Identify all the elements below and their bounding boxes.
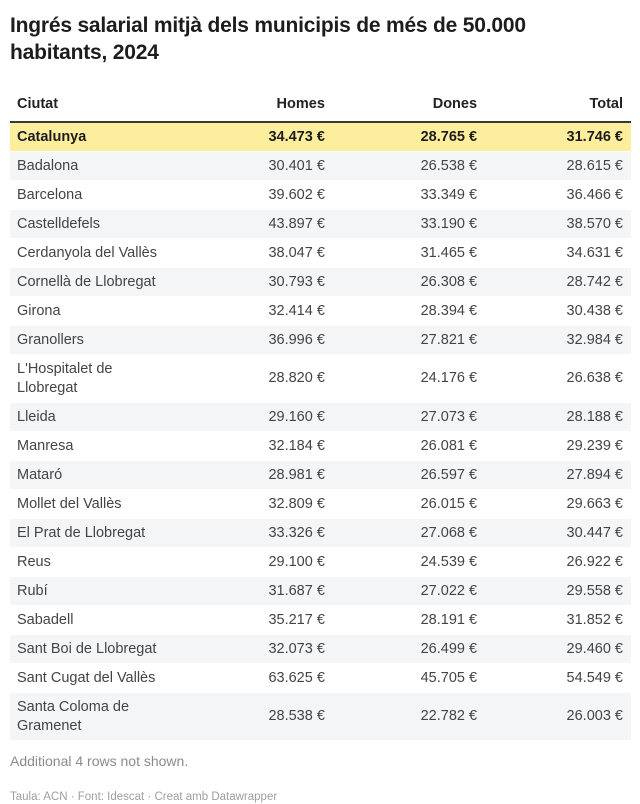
table-row xyxy=(10,548,631,577)
cell-dones: 24.539 € xyxy=(333,548,485,577)
cell-homes: 63.625 € xyxy=(181,664,333,693)
cell-dones: 26.538 € xyxy=(333,152,485,181)
cell-city: Granollers xyxy=(10,326,181,355)
cell-city: Catalunya xyxy=(10,122,181,152)
table-row xyxy=(10,181,631,210)
cell-homes: 38.047 € xyxy=(181,239,333,268)
cell-city: Lleida xyxy=(10,403,181,432)
cell-city: Reus xyxy=(10,548,181,577)
cell-city: Sabadell xyxy=(10,606,181,635)
page-title: Ingrés salarial mitjà dels municipis de més de 50.000 habitants, 2024 xyxy=(10,14,526,64)
cell-total: 28.742 € xyxy=(485,268,631,297)
cell-homes: 30.793 € xyxy=(181,268,333,297)
cell-total: 29.460 € xyxy=(485,635,631,664)
cell-total: 54.549 € xyxy=(485,664,631,693)
cell-homes: 36.996 € xyxy=(181,326,333,355)
table-header xyxy=(10,90,631,122)
cell-homes: 34.473 € xyxy=(181,122,333,152)
cell-dones: 26.015 € xyxy=(333,490,485,519)
cell-total: 34.631 € xyxy=(485,239,631,268)
table-row xyxy=(10,326,631,355)
cell-homes: 31.687 € xyxy=(181,577,333,606)
cell-dones: 24.176 € xyxy=(333,355,485,403)
table-row xyxy=(10,461,631,490)
column-header-total: Total xyxy=(485,90,631,122)
cell-city: Santa Coloma de Gramenet xyxy=(10,693,181,741)
cell-homes: 39.602 € xyxy=(181,181,333,210)
cell-homes: 29.160 € xyxy=(181,403,333,432)
table-row xyxy=(10,664,631,693)
cell-city: Cornellà de Llobregat xyxy=(10,268,181,297)
cell-homes: 29.100 € xyxy=(181,548,333,577)
cell-homes: 43.897 € xyxy=(181,210,333,239)
additional-rows-note: Additional 4 rows not shown. xyxy=(10,753,189,769)
cell-total: 30.438 € xyxy=(485,297,631,326)
cell-homes: 33.326 € xyxy=(181,519,333,548)
table-row xyxy=(10,432,631,461)
cell-dones: 27.022 € xyxy=(333,577,485,606)
cell-total: 36.466 € xyxy=(485,181,631,210)
cell-dones: 26.597 € xyxy=(333,461,485,490)
cell-total: 31.852 € xyxy=(485,606,631,635)
table-row xyxy=(10,152,631,181)
cell-homes: 28.538 € xyxy=(181,693,333,741)
cell-dones: 28.765 € xyxy=(333,122,485,152)
table-row xyxy=(10,355,631,403)
cell-city: El Prat de Llobregat xyxy=(10,519,181,548)
cell-city: Rubí xyxy=(10,577,181,606)
cell-total: 32.984 € xyxy=(485,326,631,355)
cell-city: L'Hospitalet de Llobregat xyxy=(10,355,181,403)
cell-homes: 32.414 € xyxy=(181,297,333,326)
cell-total: 29.663 € xyxy=(485,490,631,519)
column-header-dones: Dones xyxy=(333,90,485,122)
table-row xyxy=(10,268,631,297)
cell-dones: 22.782 € xyxy=(333,693,485,741)
cell-dones: 28.191 € xyxy=(333,606,485,635)
table-row xyxy=(10,490,631,519)
cell-city: Sant Cugat del Vallès xyxy=(10,664,181,693)
cell-dones: 33.190 € xyxy=(333,210,485,239)
table-row xyxy=(10,403,631,432)
cell-dones: 45.705 € xyxy=(333,664,485,693)
cell-total: 38.570 € xyxy=(485,210,631,239)
cell-dones: 33.349 € xyxy=(333,181,485,210)
cell-city: Girona xyxy=(10,297,181,326)
table-row xyxy=(10,122,631,152)
table-body xyxy=(10,122,631,741)
cell-homes: 28.981 € xyxy=(181,461,333,490)
cell-total: 31.746 € xyxy=(485,122,631,152)
cell-dones: 26.081 € xyxy=(333,432,485,461)
cell-dones: 27.821 € xyxy=(333,326,485,355)
column-header-ciutat: Ciutat xyxy=(10,90,181,122)
table-row xyxy=(10,239,631,268)
cell-total: 26.922 € xyxy=(485,548,631,577)
salary-table xyxy=(10,90,631,741)
cell-city: Castelldefels xyxy=(10,210,181,239)
cell-dones: 27.068 € xyxy=(333,519,485,548)
table-row xyxy=(10,519,631,548)
cell-dones: 31.465 € xyxy=(333,239,485,268)
cell-dones: 26.308 € xyxy=(333,268,485,297)
credits-line: Taula: ACN · Font: Idescat · Creat amb Datawrapper xyxy=(10,791,278,803)
table-row xyxy=(10,635,631,664)
cell-total: 26.003 € xyxy=(485,693,631,741)
cell-homes: 32.073 € xyxy=(181,635,333,664)
cell-city: Barcelona xyxy=(10,181,181,210)
cell-dones: 27.073 € xyxy=(333,403,485,432)
column-header-homes: Homes xyxy=(181,90,333,122)
cell-city: Badalona xyxy=(10,152,181,181)
cell-homes: 32.184 € xyxy=(181,432,333,461)
cell-city: Manresa xyxy=(10,432,181,461)
cell-total: 30.447 € xyxy=(485,519,631,548)
table-row xyxy=(10,297,631,326)
cell-total: 29.239 € xyxy=(485,432,631,461)
cell-homes: 32.809 € xyxy=(181,490,333,519)
cell-city: Mollet del Vallès xyxy=(10,490,181,519)
cell-total: 28.615 € xyxy=(485,152,631,181)
cell-dones: 26.499 € xyxy=(333,635,485,664)
cell-homes: 28.820 € xyxy=(181,355,333,403)
table-row xyxy=(10,210,631,239)
table-row xyxy=(10,606,631,635)
cell-dones: 28.394 € xyxy=(333,297,485,326)
cell-total: 27.894 € xyxy=(485,461,631,490)
table-row xyxy=(10,577,631,606)
cell-homes: 30.401 € xyxy=(181,152,333,181)
cell-total: 29.558 € xyxy=(485,577,631,606)
cell-total: 28.188 € xyxy=(485,403,631,432)
cell-city: Mataró xyxy=(10,461,181,490)
cell-total: 26.638 € xyxy=(485,355,631,403)
cell-city: Sant Boi de Llobregat xyxy=(10,635,181,664)
table-header-row xyxy=(10,90,631,122)
table-row xyxy=(10,693,631,741)
cell-city: Cerdanyola del Vallès xyxy=(10,239,181,268)
cell-homes: 35.217 € xyxy=(181,606,333,635)
